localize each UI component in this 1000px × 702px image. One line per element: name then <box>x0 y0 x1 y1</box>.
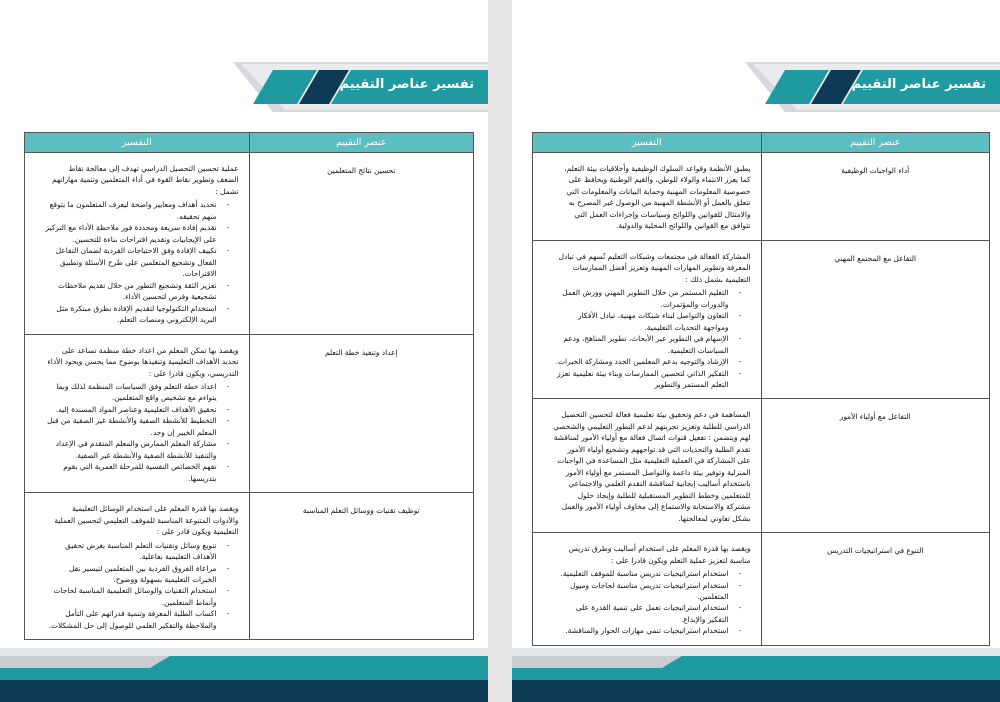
row-intro: المشاركة الفعالة في مجتمعات وشبكات التعليم تُسهم في تبادل المعرفة وتطوير المهارات المهنية وتعزيز أفضل الممارسات التعليمية بشمل ذلك : <box>558 251 751 284</box>
list-item: - تفهم الخصائص النفسية للمرحلة العمرية التي يقوم بتدريسها. <box>45 461 239 484</box>
row-element: تحسين نتائج المتعلمين <box>249 153 474 335</box>
list-item: - مراعاة الفروق الفردية بين المتعلمين لتيسير نقل الخبرات التعليمية بسهولة ووضوح. <box>45 563 239 586</box>
row-intro: عملية تحسين التحصيل الدراسي تهدف إلى معالجة نقاط الضعف وتطوير نقاط القوة في أداء المتعلمين وتنمية مهاراتهم تشمل : <box>52 164 239 196</box>
row-element: التفاعل مع المجتمع المهني <box>761 240 990 399</box>
evaluation-table <box>532 132 990 646</box>
bullet-list <box>553 568 751 637</box>
list-item: - استخدام التكنولوجيا لتقديم الإفادة بطرق مبتكرة مثل البريد الإلكتروني ومنصات التعلم. <box>45 303 239 326</box>
table-row <box>533 533 990 646</box>
list-item: - تحديد أهداف ومعايير واضحة ليعرف المتعلمون ما يتوقع منهم تحقيقه. <box>45 199 239 222</box>
row-intro: ويقصد بها تمكن المعلم من اعداد خطة منظمة تساعد على تحديد الأهداف التعليمية وتنفيذها بوضوح مما يحسن ويجود الأداء التدريسي، ويكون قادرا على : <box>47 345 239 378</box>
page-title: تفسير عناصر التقييم <box>339 77 474 92</box>
footer-shapes <box>0 642 488 702</box>
evaluation-table <box>24 132 474 640</box>
list-item: - مشاركة المعلم الممارس والمعلم المتقدم في الإعداد والتنفيذ للأنشطة الصفية والأنشطة غير الصفية. <box>45 438 239 461</box>
table-row <box>25 493 474 640</box>
column-header-element: عنصر التقييم <box>761 133 990 153</box>
bullet-list <box>45 540 239 632</box>
list-item: - استخدام استراتيجيات تنمي مهارات الحوار والمناقشة. <box>553 625 751 636</box>
row-intro: ويقصد بها قدرة المعلم على استخدام الوسائل التعليمية والأدوات المتنوعة المناسبة للموقف التعليمي لتحسين العملية التعليمية ويكون قادر على : <box>54 504 239 537</box>
row-element: التنوع في استراتيجيات التدريس <box>761 533 990 646</box>
header-banner <box>233 62 488 112</box>
bullet-list <box>45 381 239 484</box>
row-element: توظيف تقنيات ووسائل التعلم المناسبة <box>249 493 474 640</box>
table-row <box>533 153 990 241</box>
page-title: تفسير عناصر التقييم <box>851 77 986 92</box>
row-intro: ويقصد بها قدرة المعلم على استخدام أساليب وطرق تدريس مناسبة لتعزيز عملية التعلم ويكون قادرا على : <box>568 544 751 565</box>
list-item: - تقديم إفادة سريعة ومحددة فور ملاحظة الأداء مع التركيز على الإيجابيات وتقديم اقتراحات بناءة للتحسين. <box>45 222 239 245</box>
row-element: إعداد وتنفيذ خطة التعلم <box>249 334 474 493</box>
list-item: - التفكير الذاتي لتحسين الممارسات وبناء بيئة تعليمية تعزز التعلم المستمر والتطوير <box>553 368 751 391</box>
column-header-explanation: التفسير <box>533 133 762 153</box>
row-explanation <box>533 399 762 533</box>
bullet-list <box>553 287 751 390</box>
footer-banner <box>0 642 488 702</box>
table-row <box>25 153 474 335</box>
table-row <box>533 399 990 533</box>
row-explanation <box>25 153 250 335</box>
list-item: - تكييف الإفادة وفق الاحتياجات الفردية لضمان التفاعل الفعال وتشجيع المتعلمين على طرح الأسئلة وتطبيق الاقتراحات. <box>45 245 239 279</box>
list-item: - التعليم المستمر من خلال التطوير المهني وورش العمل والدورات والمؤتمرات. <box>553 287 751 310</box>
list-item: - اكساب الطلبة المعرفة وتنمية قدراتهم على التأمل والملاحظة والتفكير العلمي للوصول إلى حل المشكلات. <box>45 608 239 631</box>
list-item: - تنويع وسائل وتقنيات التعلم المناسبة بغرض تحقيق الأهداف التعليمية بفاعلية. <box>45 540 239 563</box>
column-header-element: عنصر التقييم <box>249 133 474 153</box>
row-explanation <box>533 533 762 646</box>
list-item: - استخدام التقنيات والوسائل التعليمية المناسبة لحاجات وأنماط المتعلمين. <box>45 585 239 608</box>
row-explanation <box>25 334 250 493</box>
page-left <box>0 0 488 702</box>
list-item: - تحقيق الأهداف التعليمية وعناصر المواد المسندة إليه. <box>45 404 239 415</box>
row-explanation <box>533 153 762 241</box>
bullet-list <box>45 199 239 325</box>
list-item: - التعاون والتواصل لبناء شبكات مهنية، تبادل الأفكار ومواجهة التحديات التعليمية. <box>553 310 751 333</box>
list-item: - اعداد خطة التعلم وفق السياسات المنظمة لذلك وبما يتواءم مع تشخيص واقع المتعلمين. <box>45 381 239 404</box>
list-item: - الإرشاد والتوجيه بدعم المعلمين الجدد ومشاركة الخبرات. <box>553 356 751 367</box>
row-explanation <box>25 493 250 640</box>
list-item: - استخدام استراتيجيات تدريس مناسبة لحاجات وميول المتعلمين. <box>553 580 751 603</box>
list-item: - استخدام استراتيجيات تعمل على تنمية القدرة على التفكير والإبداع. <box>553 602 751 625</box>
list-item: - تعزيز الثقة وتشجيع التطور من خلال تقديم ملاحظات تشجيعية وفرص لتحسين الأداء. <box>45 280 239 303</box>
list-item: - استخدام استراتيجيات تدريس مناسبة للموقف التعليمية. <box>553 568 751 579</box>
footer-shapes <box>512 642 1000 702</box>
list-item: - التخطيط للأنشطة الصفية والأنشطة غير الصفية من قبل المعلم الخبير إن وجد. <box>45 415 239 438</box>
footer-banner <box>512 642 1000 702</box>
list-item: - الإسهام في التطوير عبر الأبحاث، تطوير المناهج، ودعم السياسات التعليمية. <box>553 333 751 356</box>
header-banner <box>745 62 1000 112</box>
row-element: التفاعل مع أولياء الأمور <box>761 399 990 533</box>
row-intro: المساهمة في دعم وتحقيق بيئة تعليمية فعالة لتحسين التحصيل الدراسي للطلبة وتعزيز تجربتهم لدعم التطور التعليمي والشخصي لهم ويتضمن : تفعيل قنوات اتصال فعالة مع أولياء الأمور لمناقشة تقدم الطلبة والتحديات التي قد تواجههم وتشجيع أولياء الأمور على المشاركة في العملية التعليمية مثل المساعدة في الواجبات المنزلية وتوفير بيئة داعمة والتواصل المستمر مع أولياء الأمور باستخدام أساليب إيجابية لمناقشة التقدم العلمي والاجتماعي للمتعلمين وخطط التطوير المستقبلية للطلبة وإيجاد حلول مشتركة والاستجابة والاستماع إلى مخاوف أولياء الأمور والعمل بشكل تعاوني لمعالجتها. <box>553 410 751 523</box>
row-explanation <box>533 240 762 399</box>
column-header-explanation: التفسير <box>25 133 250 153</box>
table-row <box>25 334 474 493</box>
table-row <box>533 240 990 399</box>
page-gutter <box>488 0 512 702</box>
page-right <box>512 0 1000 702</box>
row-element: أداء الواجبات الوظيفية <box>761 153 990 241</box>
row-intro: يطبق الأنظمة وقواعد السلوك الوظيفية وأخلاقيات بيئة التعلم، كما يعزز الانتماء والولاء للوطن، والقيم الوطنية ويحافظ على خصوصية المعلومات المهنية وحماية البيانات والمعلومات التي تتعلق بالعمل أو الأنشطة المهنية من الوصول غير المصرح به والامتثال للقوانين واللوائح وسياسات وإجراءات العمل التي تتوافق مع القوانين واللوائح المحلية والدولية. <box>564 164 751 231</box>
